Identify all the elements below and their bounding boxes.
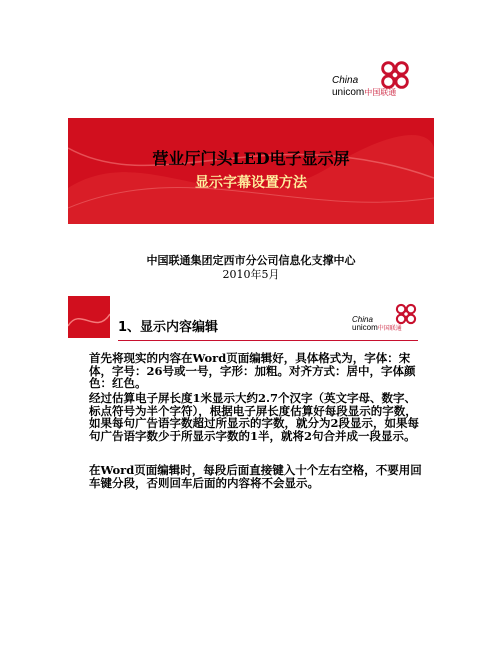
section-heading: 1、显示内容编辑 — [118, 320, 219, 335]
document-date: 2010年5月 — [222, 268, 280, 281]
content-slide — [68, 296, 434, 542]
china-unicom-logo — [352, 304, 424, 340]
red-corner-tab-decoration — [68, 296, 110, 338]
paragraph: 经过估算电子屏长度1米显示大约2.7个汉字（英文字母、数字、标点符号为半个字符），根据电子屏长度估算好每段显示的字数，如果每句广告语字数超过所显示的字数，就分为2段显示，如果每句广告语字数少于所显示字数的1半，就将2句合并成一段显示。 — [89, 391, 419, 443]
title-banner — [68, 118, 434, 224]
title-slide — [68, 40, 434, 308]
logo-china-text: China — [332, 75, 359, 86]
china-unicom-logo — [332, 66, 424, 108]
logo-cn-text: 中国联通 — [377, 326, 402, 332]
logo-unicom-text: unicom — [352, 323, 378, 332]
logo-unicom-text: unicom — [332, 87, 365, 98]
slide-subtitle: 显示字幕设置方法 — [195, 175, 307, 191]
banner-swirl-decoration — [68, 118, 434, 224]
organization-name: 中国联通集团定西市分公司信息化支撑中心 — [146, 254, 356, 267]
logo-china-text: China — [352, 315, 373, 324]
paragraph: 首先将现实的内容在Word页面编辑好，具体格式为，字体：宋体，字号：26号或一号，字形：加粗。对齐方式：居中，字体颜色：红色。 — [89, 351, 416, 390]
heading-divider — [118, 340, 418, 341]
logo-cn-text: 中国联通 — [364, 88, 397, 97]
slide-title: 营业厅门头LED电子显示屏 — [152, 149, 350, 168]
paragraph: 在Word页面编辑时，每段后面直接键入十个左右空格，不要用回车键分段，否则回车后面的内容将不会显示。 — [89, 463, 422, 490]
